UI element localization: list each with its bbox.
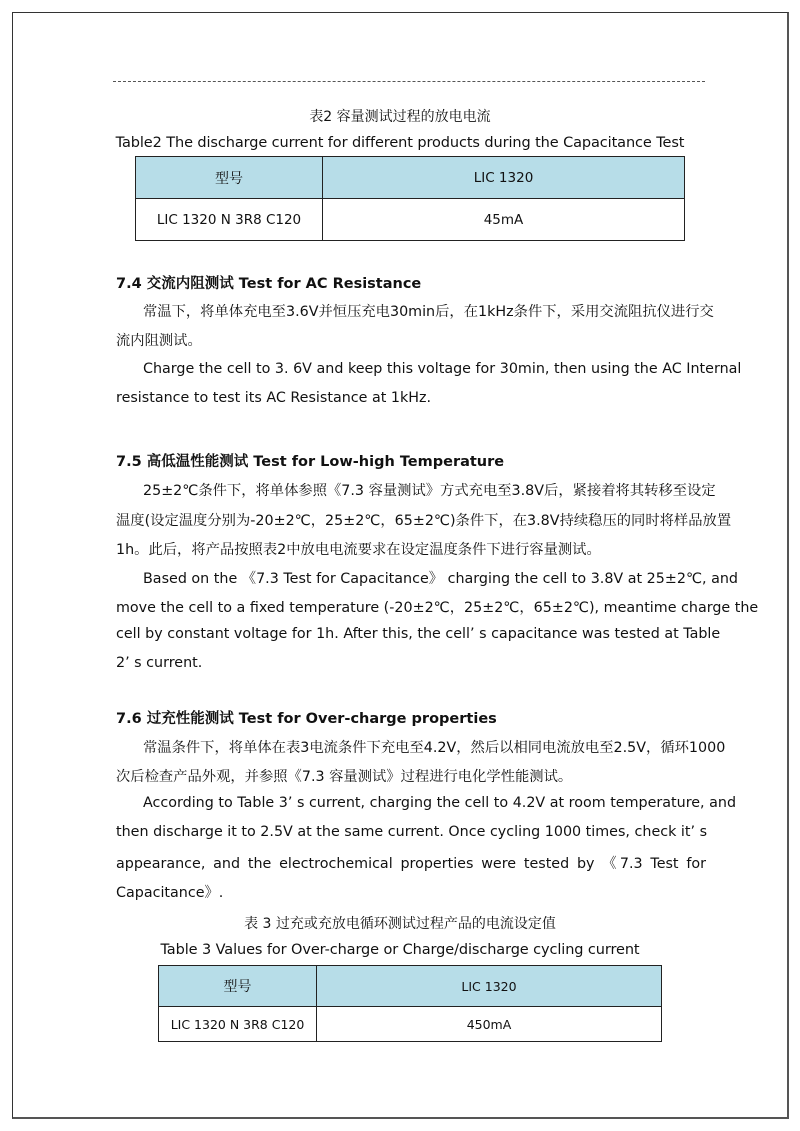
table3-header-product: LIC 1320 bbox=[317, 966, 662, 1007]
table2-header-model: 型号 bbox=[136, 157, 323, 199]
table3-cell-current: 450mA bbox=[317, 1007, 662, 1042]
table2-header-product: LIC 1320 bbox=[323, 157, 685, 199]
table2-cell-model: LIC 1320 N 3R8 C120 bbox=[136, 199, 323, 241]
section-7-5-en-line-1: Based on the 《7.3 Test for Capacitance》 charging the cell to 3.8V at 25±2℃, and bbox=[143, 571, 738, 587]
section-7-6-cn-line-1: 常温条件下，将单体在表3电流条件下充电至4.2V，然后以相同电流放电至2.5V，循环1000 bbox=[143, 740, 726, 756]
table3 bbox=[158, 965, 662, 1042]
section-7-5-cn-line-2: 温度(设定温度分别为-20±2℃，25±2℃，65±2℃)条件下，在3.8V持续稳压的同时将样品放置 bbox=[116, 513, 732, 529]
table-row bbox=[159, 1007, 662, 1042]
table3-header-row bbox=[159, 966, 662, 1007]
section-7-5-en-line-4: 2’ s current. bbox=[116, 655, 203, 671]
table2 bbox=[135, 156, 685, 241]
section-7-6-heading: 7.6 过充性能测试 Test for Over-charge properties bbox=[116, 711, 497, 727]
table3-caption-cn: 表 3 过充或充放电循环测试过程产品的电流设定值 bbox=[244, 916, 556, 932]
section-7-5-en-line-3: cell by constant voltage for 1h. After this, the cell’ s capacitance was tested at Table bbox=[116, 626, 721, 642]
table3-caption-en: Table 3 Values for Over-charge or Charge/discharge cycling current bbox=[160, 942, 640, 958]
table-row bbox=[136, 199, 685, 241]
section-7-4-cn-line-2: 流内阻测试。 bbox=[116, 333, 202, 349]
header-dashed-rule bbox=[113, 81, 705, 82]
table3-header-model: 型号 bbox=[159, 966, 317, 1007]
table2-caption-cn: 表2 容量测试过程的放电电流 bbox=[309, 109, 491, 125]
section-7-5-cn-line-3: 1h。此后，将产品按照表2中放电电流要求在设定温度条件下进行容量测试。 bbox=[116, 542, 601, 558]
section-7-6-en-line-2: then discharge it to 2.5V at the same current. Once cycling 1000 times, check it’ s bbox=[116, 824, 708, 840]
section-7-6-en-line-4: Capacitance》. bbox=[116, 885, 224, 901]
table2-cell-current: 45mA bbox=[323, 199, 685, 241]
section-7-6-cn-line-2: 次后检查产品外观，并参照《7.3 容量测试》过程进行电化学性能测试。 bbox=[116, 769, 573, 785]
section-7-5-en-line-2: move the cell to a fixed temperature (-20±2℃，25±2℃，65±2℃), meantime charge the bbox=[116, 600, 759, 616]
section-7-4-en-line-1: Charge the cell to 3. 6V and keep this voltage for 30min, then using the AC Internal bbox=[143, 361, 742, 377]
section-7-4-en-line-2: resistance to test its AC Resistance at 1kHz. bbox=[116, 390, 432, 406]
table2-header-row bbox=[136, 157, 685, 199]
section-7-6-en-line-1: According to Table 3’ s current, charging the cell to 4.2V at room temperature, and bbox=[143, 795, 737, 811]
section-7-5-cn-line-1: 25±2℃条件下，将单体参照《7.3 容量测试》方式充电至3.8V后，紧接着将其转移至设定 bbox=[143, 483, 716, 499]
section-7-4-heading: 7.4 交流内阻测试 Test for AC Resistance bbox=[116, 276, 422, 292]
table2-caption-en: Table2 The discharge current for different products during the Capacitance Test bbox=[115, 135, 685, 151]
table3-cell-model: LIC 1320 N 3R8 C120 bbox=[159, 1007, 317, 1042]
section-7-4-cn-line-1: 常温下，将单体充电至3.6V并恒压充电30min后，在1kHz条件下，采用交流阻抗仪进行交 bbox=[143, 304, 714, 320]
section-7-6-en-line-3: appearance, and the electrochemical properties were tested by 《7.3 Test for bbox=[116, 856, 706, 872]
section-7-5-heading: 7.5 高低温性能测试 Test for Low-high Temperature bbox=[116, 454, 505, 470]
